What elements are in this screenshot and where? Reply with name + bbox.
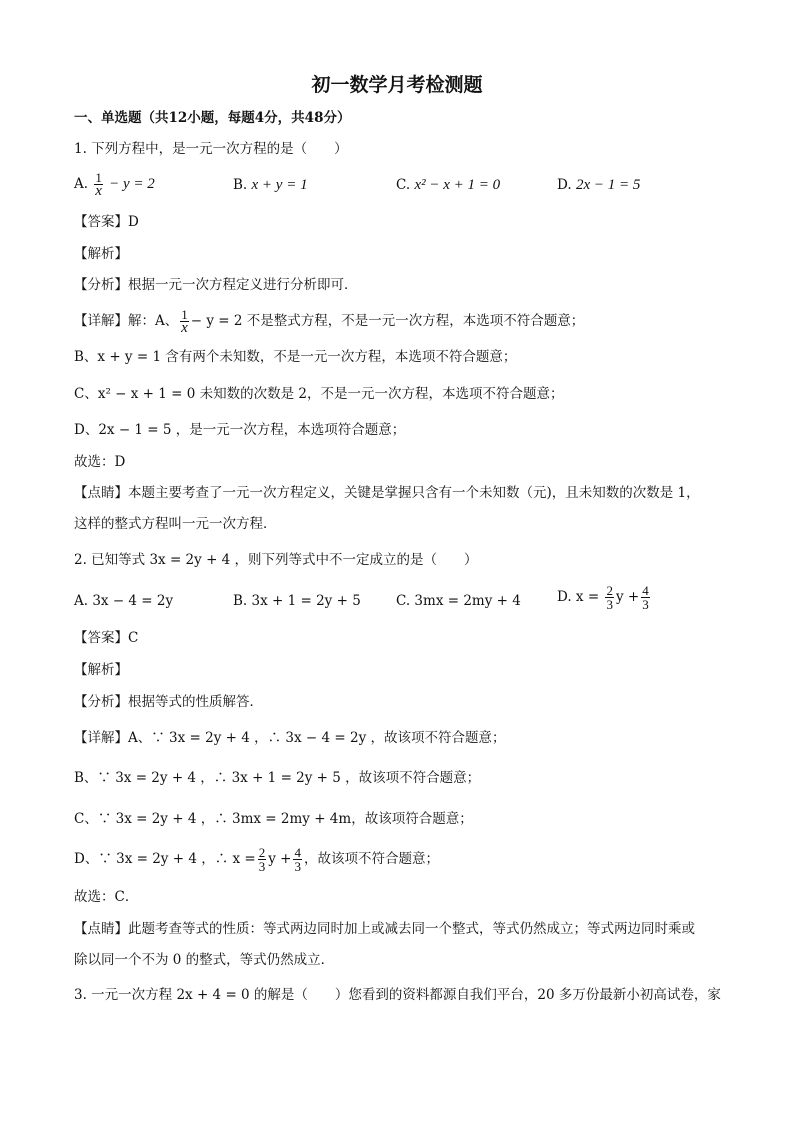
q1-option-a-label: A. xyxy=(74,176,89,192)
q1-option-c[interactable]: C. x² − x + 1 = 0 xyxy=(396,177,501,193)
q1-detail-d: D、2x − 1 = 5 ，是一元一次方程，本选项符合题意； xyxy=(74,422,406,438)
q2-detail-b: B、∵ 3x = 2y + 4 ，∴ 3x + 1 = 2y + 5 ，故该项不符合题意； xyxy=(74,770,481,786)
q2-comment-line1: 【点睛】此题考查等式的性质：等式两边同时加上或减去同一个整式，等式仍然成立；等式两边同时乘或 xyxy=(74,921,695,937)
q2-option-a[interactable]: A. 3x − 4 = 2y xyxy=(74,593,174,609)
q2-option-c[interactable]: C. 3mx = 2my + 4 xyxy=(396,593,521,609)
q2-detail-a: 【详解】A、∵ 3x = 2y + 4 ，∴ 3x − 4 = 2y ，故该项不符合题意； xyxy=(74,730,506,746)
q1-detail-c: C、x² − x + 1 = 0 未知数的次数是 2，不是一元一次方程，本选项不符合题意； xyxy=(74,386,564,402)
q1-option-b[interactable]: B. x + y = 1 xyxy=(233,177,308,193)
q2-analysis-heading: 【解析】 xyxy=(74,662,128,678)
q1-comment-line1: 【点睛】本题主要考查了一元一次方程定义，关键是掌握只含有一个未知数（元)，且未知数的次数是 1， xyxy=(74,485,700,501)
q1-option-a[interactable] xyxy=(74,171,155,198)
q1-choose: 故选：D xyxy=(74,454,126,470)
q1-option-d[interactable]: D. 2x − 1 = 5 xyxy=(557,177,641,193)
q1-detail-a: 【详解】解：A、 $\frac{1}{x}$ − y = 2 不是整式方程，不是一元一次方程，本选项不符合题意； xyxy=(74,307,585,336)
q1-option-a-expr: − y = 2 xyxy=(109,176,155,192)
q2-fenxi: 【分析】根据等式的性质解答． xyxy=(74,694,263,710)
q1-stem: 1. 下列方程中，是一元一次方程的是（ ） xyxy=(74,141,348,157)
q2-comment-line2: 除以同一个不为 0 的整式，等式仍然成立． xyxy=(74,952,335,968)
q2-answer: 【答案】C xyxy=(74,630,139,646)
q2-detail-d: D、∵ 3x = 2y + 4 ，∴ x = $\frac{2}{3}$ y + $\frac{4}{3}$ ，故该项不符合题意； xyxy=(74,845,439,874)
q2-stem: 2. 已知等式 3x = 2y + 4 ，则下列等式中不一定成立的是（ ） xyxy=(74,552,478,568)
page-title: 初一数学月考检测题 xyxy=(311,74,483,96)
q2-option-d[interactable]: D. x = $\frac{2}{3}$ y + $\frac{4}{3}$ xyxy=(557,583,649,612)
q1-answer: 【答案】D xyxy=(74,214,139,230)
q1-analysis-heading: 【解析】 xyxy=(74,246,128,262)
q1-option-a-fraction: $\frac{1}{x}$ xyxy=(95,170,102,199)
q2-choose: 故选：C． xyxy=(74,889,139,905)
q1-fenxi: 【分析】根据一元一次方程定义进行分析即可． xyxy=(74,277,358,293)
section-heading: 一、单选题（共12小题，每题4分，共48分） xyxy=(74,110,351,126)
q2-option-b[interactable]: B. 3x + 1 = 2y + 5 xyxy=(233,593,361,609)
q1-detail-b: B、x + y = 1 含有两个未知数，不是一元一次方程，本选项不符合题意； xyxy=(74,349,517,365)
q2-detail-c: C、∵ 3x = 2y + 4 ，∴ 3mx = 2my + 4m，故该项符合题意； xyxy=(74,811,473,827)
q3-stem: 3. 一元一次方程 2x + 4 = 0 的解是（ ）您看到的资料都源自我们平台，20 多万份最新小初高试卷，家 xyxy=(74,987,721,1003)
q1-comment-line2: 这样的整式方程叫一元一次方程． xyxy=(74,516,277,532)
